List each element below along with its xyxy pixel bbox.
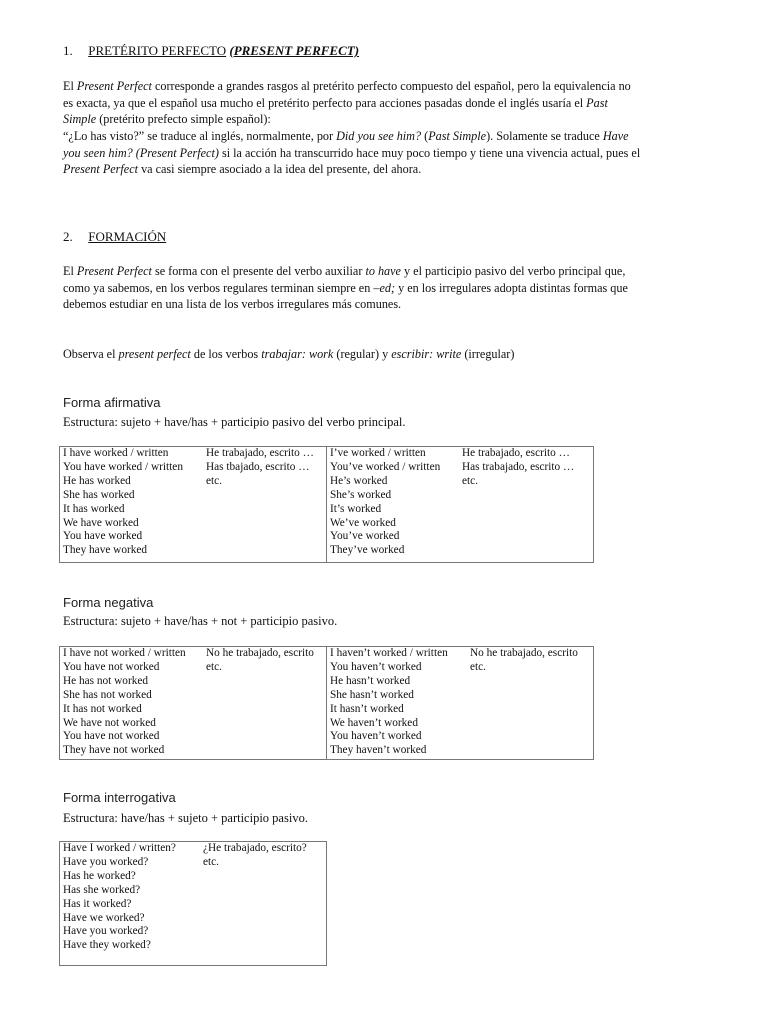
table-row — [330, 447, 590, 461]
table-row — [63, 647, 323, 661]
table-row — [63, 939, 323, 953]
table-row — [63, 842, 323, 856]
section-2-heading — [63, 229, 166, 245]
table-row — [63, 461, 323, 475]
negativa-left-cell — [60, 647, 327, 760]
english-form: Has she worked? — [63, 883, 141, 896]
english-form: It hasn’t worked — [330, 702, 404, 715]
table-row — [330, 703, 590, 717]
afirmativa-left-cell — [60, 447, 327, 563]
section-1-paragraph-1: El Present Perfect corresponde a grandes rasgos al pretérito perfecto compuesto del español, pero la equivalencia no es exacta, ya que el español usa mucho el pretérito perfecto para acciones pasadas donde el inglés usaría el Past Simple (pretérito prefecto simple español): — [63, 79, 631, 126]
english-form: It has not worked — [63, 702, 142, 715]
english-form: You haven’t worked — [330, 730, 422, 743]
english-form: You’ve worked / written — [330, 460, 441, 473]
english-form: Has he worked? — [63, 869, 136, 882]
english-form: It’s worked — [330, 502, 382, 515]
table-row — [330, 544, 590, 558]
table-row — [63, 870, 323, 884]
spanish-translation: He trabajado, escrito … — [206, 447, 314, 459]
english-form: He hasn’t worked — [330, 674, 411, 687]
section-1-heading — [63, 43, 359, 59]
negativa-structure: Estructura: sujeto + have/has + not + participio pasivo. — [63, 614, 338, 628]
section-2-paragraph-1: El Present Perfect se forma con el presente del verbo auxiliar to have y el participio pasivo del verbo principal que, como ya sabemos, en los verbos regulares terminan siempre en –ed; y en los irregulares adopta distintas formas que debemos estudiar en una lista de los verbos irregulares más comunes. — [63, 264, 628, 311]
table-row — [63, 884, 323, 898]
interrogativa-cell — [60, 842, 327, 966]
afirmativa-structure: Estructura: sujeto + have/has + participio pasivo del verbo principal. — [63, 415, 406, 429]
spanish-translation: Has trabajado, escrito … — [462, 460, 575, 473]
english-form: He’s worked — [330, 474, 388, 487]
spanish-translation: He trabajado, escrito … — [462, 447, 570, 459]
english-form: Have we worked? — [63, 911, 145, 924]
afirmativa-right-cell — [327, 447, 594, 563]
english-form: We have worked — [63, 516, 139, 529]
spanish-translation: ¿He trabajado, escrito? — [203, 842, 307, 854]
english-form: She hasn’t worked — [330, 688, 414, 701]
english-form: She’s worked — [330, 488, 392, 501]
english-form: I have not worked / written — [63, 647, 186, 659]
english-form: It has worked — [63, 502, 125, 515]
english-form: You have worked — [63, 530, 143, 543]
table-row — [330, 489, 590, 503]
spanish-translation: Has tbajado, escrito … — [206, 460, 310, 473]
table-row — [63, 544, 323, 558]
negativa-heading: Forma negativa — [63, 595, 154, 610]
spanish-translation: etc. — [470, 660, 486, 673]
spanish-translation: etc. — [462, 474, 478, 487]
english-form: Have I worked / written? — [63, 842, 176, 854]
spanish-translation: etc. — [206, 660, 222, 673]
negativa-right-cell — [327, 647, 594, 760]
section-1-number: 1. — [63, 43, 73, 58]
english-form: He has not worked — [63, 674, 149, 687]
afirmativa-heading: Forma afirmativa — [63, 395, 161, 410]
interrogativa-structure: Estructura: have/has + sujeto + participio pasivo. — [63, 811, 308, 825]
english-form: You have worked / written — [63, 460, 183, 473]
english-form: She has worked — [63, 488, 135, 501]
table-row — [330, 717, 590, 731]
english-form: I haven’t worked / written — [330, 647, 448, 659]
table-row — [63, 530, 323, 544]
section-2-number: 2. — [63, 229, 73, 244]
afirmativa-table — [59, 446, 594, 563]
spanish-translation: No he trabajado, escrito — [206, 647, 314, 659]
section-1-paragraph-2: “¿Lo has visto?” se traduce al inglés, normalmente, por Did you see him? (Past Simple). Solamente se traduce Have you seen him? (Present Perfect) si la acción ha transcurrido hace muy poco tiempo y tiene una vivencia actual, pues el Present Perfect va casi siempre asociado a la idea del presente, del ahora. — [63, 129, 641, 176]
table-row — [63, 661, 323, 675]
table-row — [330, 744, 590, 758]
table-row — [63, 447, 323, 461]
english-form: Have you worked? — [63, 855, 149, 868]
english-form: Have you worked? — [63, 925, 149, 938]
section-2-paragraph-2: Observa el present perfect de los verbos trabajar: work (regular) y escribir: write (irregular) — [63, 347, 515, 361]
english-form: They’ve worked — [330, 544, 405, 557]
table-row — [63, 489, 323, 503]
english-form: You haven’t worked — [330, 660, 422, 673]
section-1-title-en: (PRESENT PERFECT) — [229, 43, 360, 58]
table-row — [63, 730, 323, 744]
table-row — [63, 898, 323, 912]
section-2-title: FORMACIÓN — [88, 229, 167, 244]
negativa-table — [59, 646, 594, 760]
table-row — [63, 856, 323, 870]
table-row — [63, 925, 323, 939]
english-form: You have not worked — [63, 730, 160, 743]
table-row — [330, 730, 590, 744]
table-row — [63, 912, 323, 926]
english-form: They have not worked — [63, 744, 165, 757]
english-form: We have not worked — [63, 716, 156, 729]
spanish-translation: No he trabajado, escrito — [470, 647, 578, 659]
section-1-title: PRETÉRITO PERFECTO — [88, 43, 227, 58]
english-form: They haven’t worked — [330, 744, 427, 757]
table-row — [63, 744, 323, 758]
table-row — [63, 675, 323, 689]
english-form: She has not worked — [63, 688, 152, 701]
interrogativa-table — [59, 841, 327, 966]
english-form: Has it worked? — [63, 897, 132, 910]
table-row — [63, 689, 323, 703]
table-row — [330, 689, 590, 703]
table-row — [330, 461, 590, 475]
english-form: He has worked — [63, 474, 131, 487]
table-row — [330, 475, 590, 489]
table-row — [63, 703, 323, 717]
english-form: You’ve worked — [330, 530, 400, 543]
english-form: They have worked — [63, 544, 148, 557]
spanish-translation: etc. — [206, 474, 222, 487]
table-row — [330, 530, 590, 544]
english-form: Have they worked? — [63, 939, 151, 952]
spanish-translation: etc. — [203, 855, 219, 868]
english-form: You have not worked — [63, 660, 160, 673]
english-form: I have worked / written — [63, 447, 169, 459]
table-row — [330, 503, 590, 517]
english-form: We’ve worked — [330, 516, 396, 529]
table-row — [63, 475, 323, 489]
english-form: We haven’t worked — [330, 716, 418, 729]
table-row — [330, 647, 590, 661]
table-row — [330, 675, 590, 689]
table-row — [330, 661, 590, 675]
table-row — [63, 717, 323, 731]
english-form: I’ve worked / written — [330, 447, 426, 459]
interrogativa-heading: Forma interrogativa — [63, 790, 176, 805]
table-row — [330, 517, 590, 531]
table-row — [63, 517, 323, 531]
table-row — [63, 503, 323, 517]
